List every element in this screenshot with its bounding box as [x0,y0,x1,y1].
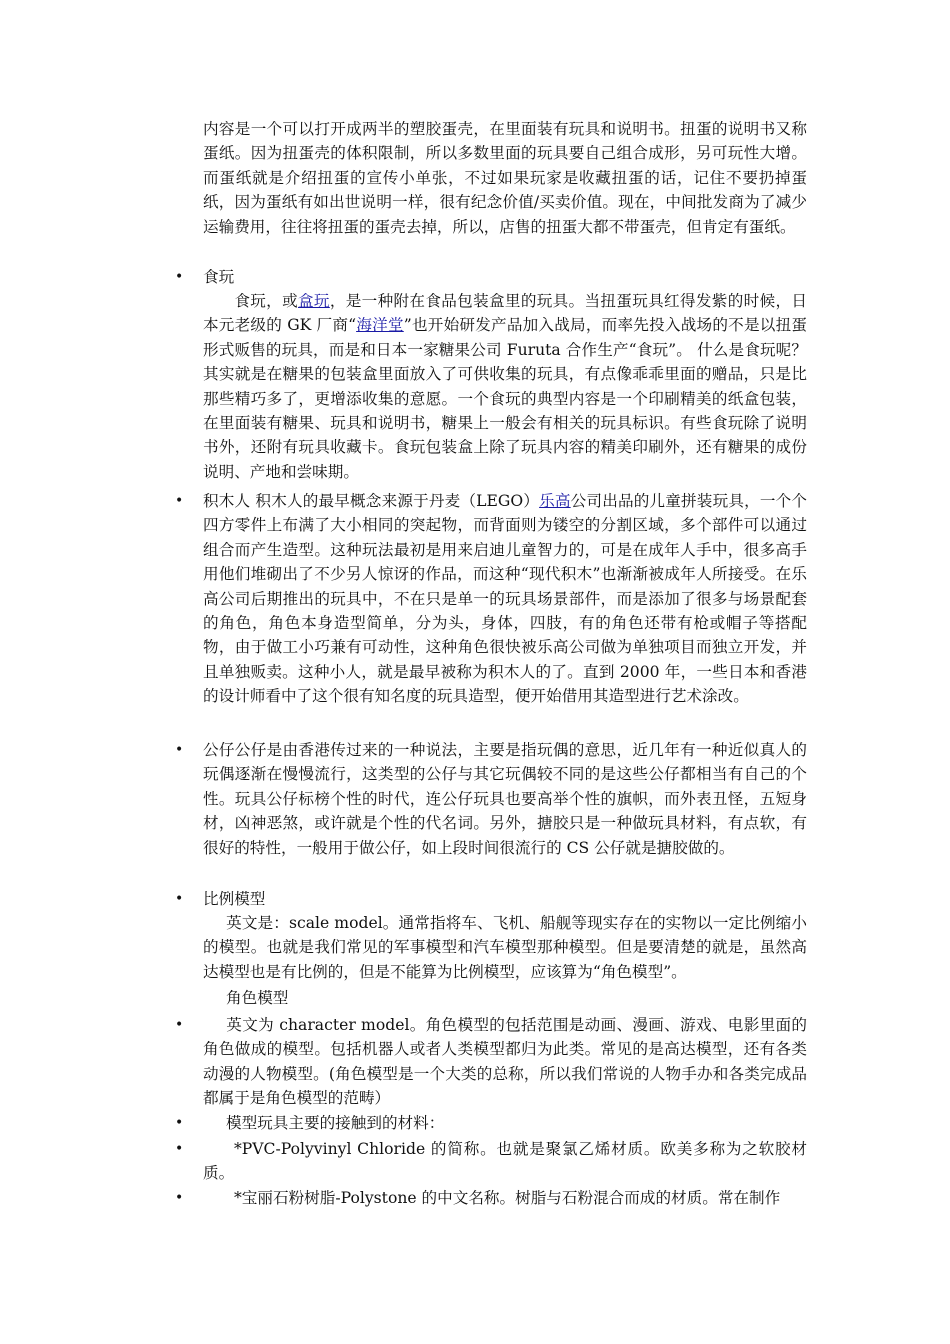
bullet-marker: • [175,1190,184,1206]
figurine-paragraph: 公仔公仔是由香港传过来的一种说法，主要是指玩偶的意思，近几年有一种近似真人的玩偶逐渐在慢慢流行，这类型的公仔与其它玩偶较不同的是这些公仔都相当有自己的个性。玩具公仔标榜个性的时代，连公仔玩具也要高举个性的旗帜，而外表丑怪，五短身材，凶神恶煞，或许就是个性的代名词。另外，搪胶只是一种做玩具材料，有点软，有很好的特性，一般用于做公仔，如上段时间很流行的 CS 公仔就是搪胶做的。 [203,741,807,857]
character-model-heading [203,986,807,1010]
bullet-marker: • [175,1017,184,1033]
materials-heading [203,1111,807,1135]
bullet-marker: • [175,1115,184,1131]
bullet-marker: • [175,1141,184,1157]
food-toy-text-1: 食玩，或 [234,292,298,310]
pvc-paragraph [203,1137,807,1186]
polystone-text: *宝丽石粉树脂-Polystone 的中文名称。树脂与石粉混合而成的材质。常在制作 [234,1189,781,1207]
lego-link[interactable]: 乐高 [539,492,571,510]
bullet-marker: • [175,493,184,509]
character-model-paragraph [203,1013,807,1111]
scale-model-paragraph [203,911,807,984]
scale-model-text: 英文是：scale model。通常指将车、飞机、船舰等现实存在的实物以一定比例缩小的模型。也就是我们常见的军事模型和汽车模型那种模型。但是要清楚的就是，虽然高达模型也是有比例的，但是不能算为比例模型，应该算为“角色模型”。 [203,914,807,981]
capsule-toy-paragraph: 内容是一个可以打开成两半的塑胶蛋壳，在里面装有玩具和说明书。扭蛋的说明书又称蛋纸。因为扭蛋壳的体积限制，所以多数里面的玩具要自己组合成形，另可玩性大增。而蛋纸就是介绍扭蛋的宣传小单张，不过如果玩家是收藏扭蛋的话，记住不要扔掉蛋纸，因为蛋纸有如出世说明一样，很有纪念价值/买卖价值。现在，中间批发商为了减少运输费用，往往将扭蛋的蛋壳去掉，所以，店售的扭蛋大都不带蛋壳，但肯定有蛋纸。 [203,120,807,236]
bullet-marker: • [175,269,184,285]
pvc-text: *PVC-Polyvinyl Chloride 的简称。也就是聚氯乙烯材质。欧美多称为之软胶材质。 [203,1140,807,1183]
food-toy-paragraph [203,289,807,484]
food-toy-text-2: ，是一种附在食品包装盒里的玩具。当扭蛋玩具红得发紫的时候，日本元老级的 GK 厂商“ [203,292,807,335]
materials-heading-text: 模型玩具主要的接触到的材料： [226,1114,445,1132]
character-model-heading-text: 角色模型 [226,989,289,1007]
block-figure-paragraph [203,489,807,709]
character-model-text: 英文为 character model。角色模型的包括范围是动画、漫画、游戏、电影里面的角色做成的模型。包括机器人或者人类模型都归为此类。常见的是高达模型，还有各类动漫的人物模型。(角色模型是一个大类的总称，所以我们常说的人物手办和各类完成品都属于是角色模型的范畴） [203,1016,807,1108]
food-toy-text-3: ”也开始研发产品加入战局，而率先投入战场的不是以扭蛋形式贩售的玩具，而是和日本一家糖果公司 Furuta 合作生产“食玩”。 什么是食玩呢？其实就是在糖果的包装盒里面放入了可供收集的玩具，有点像乖乖里面的赠品，只是比那些精巧多了，更增添收集的意愿。一个食玩的典型内容是一个印刷精美的纸盒包装，在里面装有糖果、玩具和说明书，糖果上一般会有相关的玩具标识。有些食玩除了说明书外，还附有玩具收藏卡。食玩包装盒上除了玩具内容的精美印刷外，还有糖果的成份说明、产地和尝味期。 [203,316,807,481]
kaiyodo-link[interactable]: 海洋堂 [356,316,404,335]
box-toy-link[interactable]: 盒玩 [297,292,330,310]
block-figure-text-1: 积木人 积木人的最早概念来源于丹麦（LEGO） [203,492,540,510]
food-toy-heading: 食玩 [203,268,235,286]
bullet-marker: • [175,742,184,758]
polystone-paragraph [203,1186,807,1210]
scale-model-heading: 比例模型 [203,890,266,908]
bullet-marker: • [175,891,184,907]
block-figure-text-2: 公司出品的儿童拼装玩具，一个个四方零件上布满了大小相同的突起物，而背面则为镂空的分割区域，多个部件可以通过组合而产生造型。这种玩法最初是用来启迪儿童智力的，可是在成年人手中，很多高手用他们堆砌出了不少另人惊讶的作品，而这种“现代积木”也渐渐被成年人所接受。在乐高公司后期推出的玩具中，不在只是单一的玩具场景部件，而是添加了很多与场景配套的角色，角色本身造型简单，分为头，身体，四肢，有的角色还带有枪或帽子等搭配物，由于做工小巧兼有可动性，这种角色很快被乐高公司做为单独项目而独立开发，并且单独贩卖。这种小人，就是最早被称为积木人的了。直到 2000 年，一些日本和香港的设计师看中了这个很有知名度的玩具造型，便开始借用其造型进行艺术涂改。 [203,492,807,706]
